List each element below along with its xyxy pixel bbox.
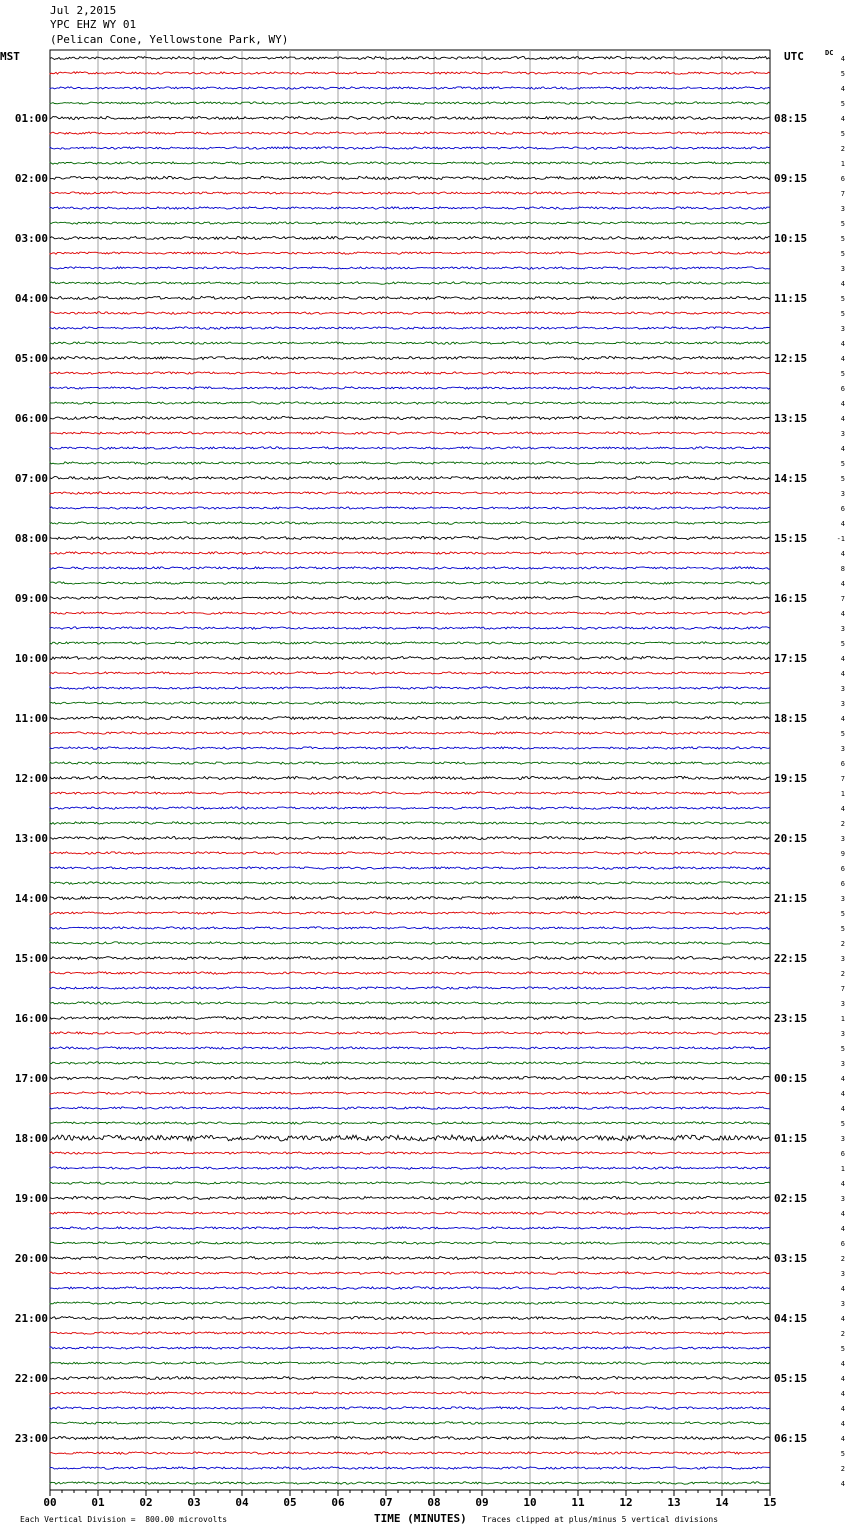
seismic-trace: [50, 1032, 770, 1034]
dc-offset-value: 3: [840, 1270, 845, 1278]
left-hour-label: 20:00: [14, 1252, 48, 1265]
left-hour-label: 14:00: [14, 892, 48, 905]
left-hour-label: 16:00: [14, 1012, 48, 1025]
dc-offset-value: 3: [840, 625, 845, 633]
left-hour-label: 03:00: [14, 232, 48, 245]
seismic-trace: [50, 1287, 770, 1289]
seismic-trace: [50, 507, 770, 509]
left-hour-label: 23:00: [14, 1432, 48, 1445]
seismic-trace: [50, 1167, 770, 1169]
dc-offset-value: 3: [840, 1300, 845, 1308]
seismic-trace: [50, 1392, 770, 1394]
left-hour-label: 15:00: [14, 952, 48, 965]
right-hour-label: 00:15: [774, 1072, 808, 1085]
seismic-trace: [50, 492, 770, 494]
seismic-trace: [50, 972, 770, 974]
dc-offset-value: 6: [840, 865, 845, 873]
plot-frame: [50, 50, 770, 1490]
seismic-trace: [50, 987, 770, 989]
seismic-trace: [50, 536, 770, 539]
right-hour-label: 02:15: [774, 1192, 808, 1205]
seismic-trace: [50, 687, 770, 689]
dc-offset-value: 6: [840, 880, 845, 888]
left-hour-label: 13:00: [14, 832, 48, 845]
dc-offset-value: 5: [840, 640, 845, 648]
x-tick-label: 05: [283, 1496, 297, 1509]
left-hour-label: 09:00: [14, 592, 48, 605]
seismic-trace: [50, 1436, 770, 1439]
seismic-trace: [50, 956, 770, 959]
dc-offset-value: 2: [840, 1330, 845, 1338]
seismic-trace: [50, 222, 770, 224]
dc-offset-value: 4: [840, 1315, 845, 1323]
right-hour-label: 19:15: [774, 772, 808, 785]
dc-offset-value: 5: [840, 1450, 845, 1458]
dc-offset-value: 4: [840, 280, 845, 288]
dc-offset-value: 2: [840, 1465, 845, 1473]
left-hour-label: 08:00: [14, 532, 48, 545]
x-tick-label: 00: [43, 1496, 57, 1509]
x-tick-label: 10: [523, 1496, 537, 1509]
seismic-trace: [50, 312, 770, 314]
seismic-trace: [50, 522, 770, 524]
x-tick-label: 02: [139, 1496, 153, 1509]
dc-offset-value: 3: [840, 265, 845, 273]
dc-offset-value: 4: [840, 1390, 845, 1398]
right-hour-label: 06:15: [774, 1432, 808, 1445]
dc-offset-value: 5: [840, 220, 845, 228]
seismic-trace: [50, 1152, 770, 1154]
seismic-trace: [50, 1092, 770, 1094]
dc-offset-value: 2: [840, 145, 845, 153]
dc-offset-value: 3: [840, 1030, 845, 1038]
right-timezone-label: UTC: [784, 50, 804, 63]
x-tick-label: 06: [331, 1496, 345, 1509]
seismic-trace: [50, 402, 770, 404]
left-hour-label: 21:00: [14, 1312, 48, 1325]
dc-offset-value: 6: [840, 1150, 845, 1158]
seismic-trace: [50, 1482, 770, 1484]
dc-offset-value: 3: [840, 205, 845, 213]
dc-offset-value: 4: [840, 670, 845, 678]
dc-offset-value: 5: [840, 1120, 845, 1128]
seismic-trace: [50, 1452, 770, 1454]
seismic-trace: [50, 252, 770, 254]
right-hour-label: 03:15: [774, 1252, 808, 1265]
seismic-trace: [50, 102, 770, 104]
dc-offset-value: 4: [840, 1435, 845, 1443]
left-hour-label: 11:00: [14, 712, 48, 725]
dc-offset-value: 4: [840, 1480, 845, 1488]
left-hour-label: 06:00: [14, 412, 48, 425]
seismic-trace: [50, 1062, 770, 1064]
dc-offset-value: 1: [840, 1165, 845, 1173]
dc-offset-value: 5: [840, 1045, 845, 1053]
right-hour-label: 01:15: [774, 1132, 808, 1145]
dc-offset-value: 7: [840, 595, 845, 603]
dc-offset-value: 3: [840, 1195, 845, 1203]
seismic-trace: [50, 912, 770, 914]
dc-offset-value: 5: [840, 475, 845, 483]
seismic-trace: [50, 1467, 770, 1469]
dc-offset-value: 6: [840, 505, 845, 513]
seismic-trace: [50, 116, 770, 119]
dc-offset-value: 2: [840, 820, 845, 828]
right-hour-label: 04:15: [774, 1312, 808, 1325]
seismic-trace: [50, 1016, 770, 1019]
dc-offset-value: 9: [840, 850, 845, 858]
seismic-trace: [50, 1272, 770, 1274]
seismic-trace: [50, 716, 770, 719]
dc-offset-value: 4: [840, 1420, 845, 1428]
seismic-trace: [50, 732, 770, 734]
seismic-trace: [50, 867, 770, 869]
dc-offset-value: 6: [840, 175, 845, 183]
seismic-trace: [50, 87, 770, 89]
dc-offset-value: 5: [840, 100, 845, 108]
seismic-trace: [50, 1302, 770, 1304]
dc-offset-value: 4: [840, 1180, 845, 1188]
dc-offset-value: 3: [840, 490, 845, 498]
clip-note: Traces clipped at plus/minus 5 vertical divisions: [482, 1515, 719, 1524]
right-hour-label: 05:15: [774, 1372, 808, 1385]
seismic-trace: [50, 882, 770, 884]
seismic-trace: [50, 1002, 770, 1004]
dc-offset-value: 4: [840, 85, 845, 93]
seismic-trace: [50, 807, 770, 809]
dc-offset-value: 4: [840, 1375, 845, 1383]
seismic-trace: [50, 672, 770, 674]
dc-offset-value: 4: [840, 115, 845, 123]
dc-offset-value: -1: [836, 535, 845, 543]
dc-offset-value: 3: [840, 700, 845, 708]
dc-offset-value: 3: [840, 1060, 845, 1068]
dc-offset-value: 3: [840, 1135, 845, 1143]
right-hour-label: 11:15: [774, 292, 808, 305]
seismic-trace: [50, 1256, 770, 1259]
right-hour-label: 21:15: [774, 892, 808, 905]
right-hour-label: 14:15: [774, 472, 808, 485]
seismic-trace: [50, 852, 770, 854]
dc-offset-value: 4: [840, 580, 845, 588]
seismic-trace: [50, 432, 770, 434]
station-location: (Pelican Cone, Yellowstone Park, WY): [50, 33, 289, 46]
dc-offset-value: 5: [840, 310, 845, 318]
dc-offset-value: 4: [840, 1360, 845, 1368]
seismic-trace: [50, 207, 770, 209]
dc-offset-value: 5: [840, 925, 845, 933]
seismic-trace: [50, 147, 770, 149]
left-hour-label: 17:00: [14, 1072, 48, 1085]
right-hour-label: 20:15: [774, 832, 808, 845]
x-tick-label: 08: [427, 1496, 441, 1509]
dc-offset-value: 4: [840, 610, 845, 618]
seismic-trace: [50, 1227, 770, 1229]
seismic-trace: [50, 1376, 770, 1379]
dc-offset-value: 4: [840, 1075, 845, 1083]
seismic-trace: [50, 1182, 770, 1184]
x-tick-label: 07: [379, 1496, 393, 1509]
dc-offset-header: DC: [825, 49, 834, 57]
seismic-trace: [50, 792, 770, 794]
x-tick-label: 14: [715, 1496, 729, 1509]
right-hour-label: 17:15: [774, 652, 808, 665]
right-hour-label: 13:15: [774, 412, 808, 425]
seismic-trace: [50, 447, 770, 449]
scale-note: Each Vertical Division = 800.00 microvolts: [20, 1515, 228, 1524]
seismic-trace: [50, 342, 770, 344]
dc-offset-value: 1: [840, 160, 845, 168]
dc-offset-value: 3: [840, 325, 845, 333]
seismic-trace: [50, 72, 770, 74]
dc-offset-value: 3: [840, 685, 845, 693]
dc-offset-value: 3: [840, 745, 845, 753]
right-hour-label: 22:15: [774, 952, 808, 965]
left-hour-label: 07:00: [14, 472, 48, 485]
dc-offset-value: 4: [840, 355, 845, 363]
dc-offset-value: 1: [840, 790, 845, 798]
seismic-trace: [50, 356, 770, 359]
seismic-trace: [50, 282, 770, 284]
dc-offset-value: 5: [840, 460, 845, 468]
seismic-trace: [50, 1242, 770, 1244]
dc-offset-value: 5: [840, 235, 845, 243]
dc-offset-value: 2: [840, 940, 845, 948]
x-tick-label: 04: [235, 1496, 249, 1509]
seismic-trace: [50, 596, 770, 599]
right-hour-label: 08:15: [774, 112, 808, 125]
dc-offset-value: 4: [840, 400, 845, 408]
seismic-trace: [50, 1212, 770, 1214]
dc-offset-value: 1: [840, 1015, 845, 1023]
seismic-trace: [50, 1332, 770, 1334]
dc-offset-value: 4: [840, 55, 845, 63]
seismic-trace: [50, 896, 770, 899]
seismic-trace: [50, 836, 770, 839]
dc-offset-value: 5: [840, 1345, 845, 1353]
dc-offset-value: 4: [840, 805, 845, 813]
seismic-trace: [50, 267, 770, 269]
dc-offset-value: 6: [840, 760, 845, 768]
seismic-trace: [50, 416, 770, 419]
seismic-trace: [50, 387, 770, 389]
left-timezone-label: MST: [0, 50, 20, 63]
seismic-trace: [50, 1422, 770, 1424]
dc-offset-value: 2: [840, 1255, 845, 1263]
seismic-trace: [50, 296, 770, 299]
seismic-trace: [50, 1347, 770, 1349]
x-axis-title: TIME (MINUTES): [374, 1512, 467, 1525]
dc-offset-value: 3: [840, 955, 845, 963]
x-tick-label: 11: [571, 1496, 585, 1509]
x-tick-label: 01: [91, 1496, 105, 1509]
dc-offset-value: 2: [840, 970, 845, 978]
dc-offset-value: 6: [840, 385, 845, 393]
seismic-trace: [50, 747, 770, 749]
dc-offset-value: 4: [840, 1090, 845, 1098]
seismic-trace: [50, 1407, 770, 1409]
seismic-trace: [50, 327, 770, 329]
dc-offset-value: 5: [840, 370, 845, 378]
dc-offset-value: 4: [840, 550, 845, 558]
seismic-trace: [50, 1047, 770, 1049]
seismic-trace: [50, 192, 770, 194]
right-hour-label: 15:15: [774, 532, 808, 545]
seismic-trace: [50, 162, 770, 164]
dc-offset-value: 8: [840, 565, 845, 573]
seismic-trace: [50, 1362, 770, 1364]
dc-offset-value: 4: [840, 340, 845, 348]
dc-offset-value: 3: [840, 430, 845, 438]
dc-offset-value: 5: [840, 250, 845, 258]
seismic-trace: [50, 582, 770, 584]
x-tick-label: 09: [475, 1496, 489, 1509]
left-hour-label: 22:00: [14, 1372, 48, 1385]
x-tick-label: 15: [763, 1496, 777, 1509]
seismic-trace: [50, 56, 770, 59]
seismic-trace: [50, 236, 770, 239]
left-hour-label: 19:00: [14, 1192, 48, 1205]
dc-offset-value: 5: [840, 910, 845, 918]
dc-offset-value: 4: [840, 1225, 845, 1233]
seismic-trace: [50, 1316, 770, 1319]
dc-offset-value: 4: [840, 415, 845, 423]
dc-offset-value: 5: [840, 130, 845, 138]
seismic-trace: [50, 656, 770, 659]
right-hour-label: 23:15: [774, 1012, 808, 1025]
left-hour-label: 10:00: [14, 652, 48, 665]
x-tick-label: 13: [667, 1496, 681, 1509]
left-hour-label: 04:00: [14, 292, 48, 305]
dc-offset-value: 7: [840, 775, 845, 783]
seismic-trace: [50, 132, 770, 134]
right-hour-label: 09:15: [774, 172, 808, 185]
dc-offset-value: 4: [840, 520, 845, 528]
x-tick-label: 12: [619, 1496, 633, 1509]
left-hour-label: 12:00: [14, 772, 48, 785]
dc-offset-value: 4: [840, 445, 845, 453]
dc-offset-value: 5: [840, 730, 845, 738]
seismic-trace: [50, 1122, 770, 1124]
plot-date: Jul 2,2015: [50, 4, 117, 17]
seismic-trace: [50, 1135, 770, 1141]
seismic-trace: [50, 1196, 770, 1199]
seismic-trace: [50, 642, 770, 644]
right-hour-label: 12:15: [774, 352, 808, 365]
right-hour-label: 10:15: [774, 232, 808, 245]
right-hour-label: 18:15: [774, 712, 808, 725]
seismic-trace: [50, 942, 770, 944]
seismic-trace: [50, 1076, 770, 1079]
dc-offset-value: 4: [840, 1105, 845, 1113]
dc-offset-value: 7: [840, 190, 845, 198]
seismic-trace: [50, 627, 770, 629]
dc-offset-value: 4: [840, 655, 845, 663]
left-hour-label: 18:00: [14, 1132, 48, 1145]
seismic-trace: [50, 776, 770, 779]
seismic-trace: [50, 702, 770, 704]
x-tick-label: 03: [187, 1496, 201, 1509]
dc-offset-value: 7: [840, 985, 845, 993]
dc-offset-value: 4: [840, 1405, 845, 1413]
dc-offset-value: 3: [840, 1000, 845, 1008]
dc-offset-value: 4: [840, 1210, 845, 1218]
seismic-trace: [50, 476, 770, 479]
station-code: YPC EHZ WY 01: [50, 18, 137, 31]
dc-offset-value: 4: [840, 1285, 845, 1293]
right-hour-label: 16:15: [774, 592, 808, 605]
left-hour-label: 02:00: [14, 172, 48, 185]
dc-offset-value: 6: [840, 1240, 845, 1248]
left-hour-label: 05:00: [14, 352, 48, 365]
seismic-trace: [50, 762, 770, 764]
seismic-trace: [50, 372, 770, 374]
seismic-trace: [50, 927, 770, 929]
seismic-trace: [50, 567, 770, 569]
seismic-trace: [50, 1107, 770, 1109]
dc-offset-value: 3: [840, 835, 845, 843]
dc-offset-value: 4: [840, 715, 845, 723]
dc-offset-value: 3: [840, 895, 845, 903]
dc-offset-value: 5: [840, 295, 845, 303]
left-hour-label: 01:00: [14, 112, 48, 125]
seismic-trace: [50, 552, 770, 554]
seismic-trace: [50, 822, 770, 824]
seismic-trace: [50, 462, 770, 464]
seismic-trace: [50, 176, 770, 179]
dc-offset-value: 5: [840, 70, 845, 78]
seismic-trace: [50, 612, 770, 614]
